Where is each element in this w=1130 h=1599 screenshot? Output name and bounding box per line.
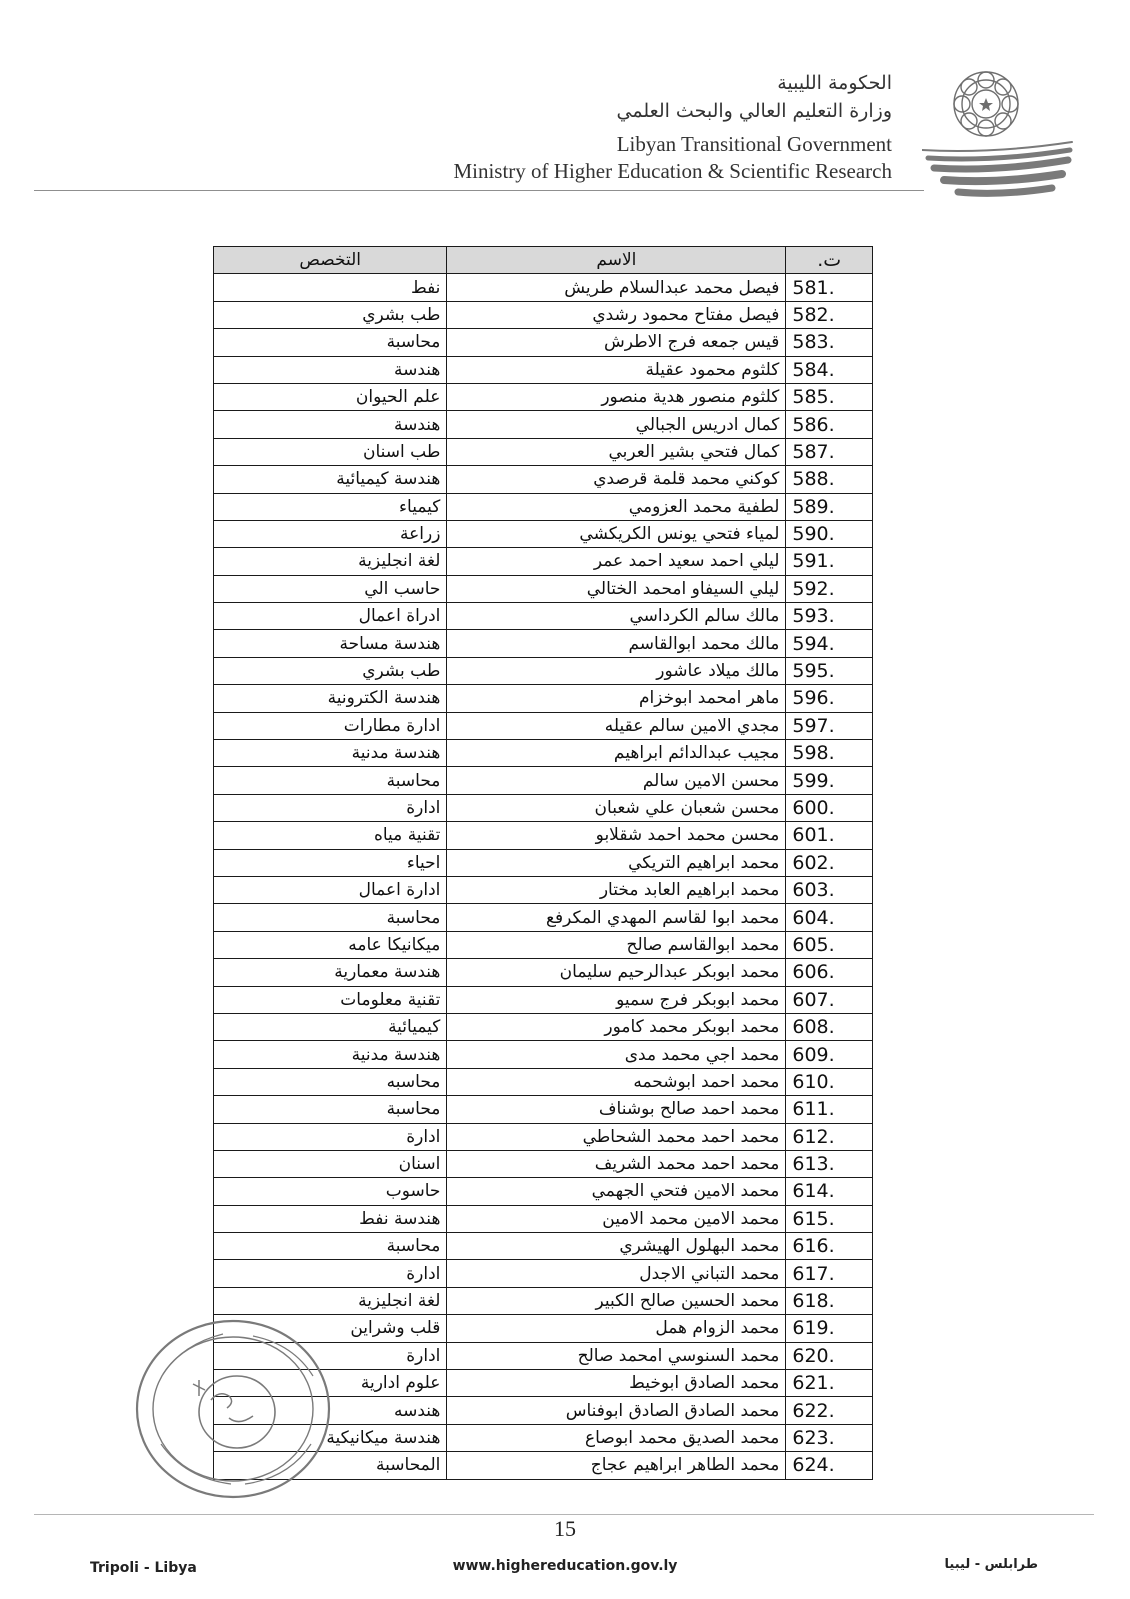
row-name: محمد ابوبكر عبدالرحيم سليمان [447,959,786,986]
row-number: 608. [786,1013,873,1040]
row-specialty: محاسبه [214,1068,447,1095]
row-number: 610. [786,1068,873,1095]
table-row [214,274,873,301]
row-name: ماهر امحمد ابوخزام [447,685,786,712]
row-name: محمد ابراهيم العابد مختار [447,876,786,903]
row-specialty: طب بشري [214,657,447,684]
row-name: كلثوم محمود عقيلة [447,356,786,383]
row-number: 588. [786,466,873,493]
row-number: 581. [786,274,873,301]
row-number: 621. [786,1370,873,1397]
table-row [214,1041,873,1068]
row-specialty: احياء [214,849,447,876]
row-specialty: ادراة اعمال [214,603,447,630]
arabic-government-name: الحكومة الليبية [777,72,892,94]
row-number: 594. [786,630,873,657]
row-specialty: ادارة [214,794,447,821]
row-number: 589. [786,493,873,520]
row-number: 602. [786,849,873,876]
table-row [214,493,873,520]
row-name: محمد ابوالقاسم صالح [447,931,786,958]
row-specialty: هندسه [214,1397,447,1424]
row-number: 593. [786,603,873,630]
table-row [214,959,873,986]
table-row [214,466,873,493]
table-row [214,1233,873,1260]
row-name: محمد الطاهر ابراهيم عجاج [447,1452,786,1479]
row-number: 591. [786,548,873,575]
row-number: 600. [786,794,873,821]
row-number: 607. [786,986,873,1013]
table-row [214,931,873,958]
footer-website: www.highereducation.gov.ly [452,1558,678,1574]
table-row [214,767,873,794]
column-header-name: الاسم [447,247,786,274]
row-specialty: ادارة اعمال [214,876,447,903]
row-specialty: محاسبة [214,329,447,356]
table-row [214,712,873,739]
row-number: 587. [786,438,873,465]
row-specialty: هندسة معمارية [214,959,447,986]
row-name: محسن محمد احمد شقلابو [447,822,786,849]
row-number: 616. [786,1233,873,1260]
table-row [214,1205,873,1232]
letterhead [372,70,892,184]
row-specialty: تقنية معلومات [214,986,447,1013]
row-specialty: نفط [214,274,447,301]
table-row [214,1178,873,1205]
row-specialty: هندسة مدنية [214,1041,447,1068]
table-row [214,740,873,767]
row-specialty: ادارة [214,1123,447,1150]
table-row [214,794,873,821]
row-specialty: زراعة [214,520,447,547]
table-header-row [214,247,873,274]
english-government-name: Libyan Transitional Government [616,132,892,156]
table-row [214,904,873,931]
row-specialty: علم الحيوان [214,383,447,410]
row-name: محمد ابوبكر فرج سميو [447,986,786,1013]
row-specialty: تقنية مياه [214,822,447,849]
row-specialty: المحاسبة [214,1452,447,1479]
row-specialty: ميكانيكا عامه [214,931,447,958]
row-name: محمد السنوسي امحمد صالح [447,1342,786,1369]
row-number: 598. [786,740,873,767]
row-specialty: هندسة مساحة [214,630,447,657]
row-name: كمال ادريس الجبالي [447,411,786,438]
row-name: محسن شعبان علي شعبان [447,794,786,821]
row-number: 595. [786,657,873,684]
table-row [214,575,873,602]
row-name: محمد البهلول الهيشري [447,1233,786,1260]
official-stamp [133,1314,338,1504]
row-number: 609. [786,1041,873,1068]
row-name: ليلي السيفاو امحمد الختالي [447,575,786,602]
row-number: 617. [786,1260,873,1287]
row-number: 612. [786,1123,873,1150]
footer-city-arabic: طرابلس - ليبيا [944,1557,1038,1572]
row-name: محمد احمد محمد الشحاطي [447,1123,786,1150]
row-number: 604. [786,904,873,931]
row-number: 596. [786,685,873,712]
row-name: مالك ميلاد عاشور [447,657,786,684]
row-name: ليلي احمد سعيد احمد عمر [447,548,786,575]
row-number: 597. [786,712,873,739]
arabic-ministry-name: وزارة التعليم العالي والبحث العلمي [616,100,892,122]
table-row [214,657,873,684]
row-specialty: هندسة [214,356,447,383]
table-row [214,383,873,410]
row-number: 624. [786,1452,873,1479]
row-name: محمد الصادق الصادق ابوفناس [447,1397,786,1424]
row-name: محمد احمد ابوشحمه [447,1068,786,1095]
row-number: 601. [786,822,873,849]
row-name: محمد التباني الاجدل [447,1260,786,1287]
table-row [214,685,873,712]
row-name: محمد الصادق ابوخيط [447,1370,786,1397]
row-number: 620. [786,1342,873,1369]
row-number: 599. [786,767,873,794]
table-row [214,630,873,657]
row-specialty: هندسة مدنية [214,740,447,767]
row-name: محمد الحسين صالح الكبير [447,1287,786,1314]
row-name: كوكني محمد قلمة قرصدي [447,466,786,493]
table-row [214,603,873,630]
row-name: محمد الامين محمد الامين [447,1205,786,1232]
row-specialty: طب اسنان [214,438,447,465]
row-number: 606. [786,959,873,986]
row-number: 613. [786,1150,873,1177]
row-number: 611. [786,1096,873,1123]
table-row [214,411,873,438]
row-name: مالك سالم الكرداسي [447,603,786,630]
row-name: محمد ابوبكر محمد كامور [447,1013,786,1040]
row-specialty: هندسة الكترونية [214,685,447,712]
ministry-emblem-icon [922,62,1090,212]
column-header-number: ت. [786,247,873,274]
row-specialty: حاسب الي [214,575,447,602]
row-specialty: طب بشري [214,301,447,328]
row-specialty: ادارة [214,1260,447,1287]
table-row [214,822,873,849]
row-specialty: اسنان [214,1150,447,1177]
table-row [214,1260,873,1287]
row-specialty: حاسوب [214,1178,447,1205]
row-number: 622. [786,1397,873,1424]
row-name: محمد الزوام همل [447,1315,786,1342]
row-specialty: محاسبة [214,904,447,931]
row-number: 592. [786,575,873,602]
row-name: كمال فتحي بشير العربي [447,438,786,465]
row-specialty: لغة انجليزية [214,1287,447,1314]
table-row [214,438,873,465]
row-number: 615. [786,1205,873,1232]
row-number: 590. [786,520,873,547]
table-row [214,1123,873,1150]
row-name: كلثوم منصور هدية منصور [447,383,786,410]
row-number: 619. [786,1315,873,1342]
row-name: محمد اجي محمد مدى [447,1041,786,1068]
footer-divider [34,1514,1094,1515]
table-row [214,301,873,328]
table-row [214,1068,873,1095]
row-specialty: علوم ادارية [214,1370,447,1397]
row-specialty: كيميائية [214,1013,447,1040]
row-specialty: قلب وشراين [214,1315,447,1342]
row-specialty: لغة انجليزية [214,548,447,575]
table-row [214,1150,873,1177]
table-body [214,274,873,1479]
table-row [214,876,873,903]
row-specialty: ادارة مطارات [214,712,447,739]
table-row [214,986,873,1013]
row-specialty: هندسة [214,411,447,438]
row-name: محمد احمد محمد الشريف [447,1150,786,1177]
row-name: محمد ابوا لقاسم المهدي المكرفع [447,904,786,931]
row-number: 586. [786,411,873,438]
table-row [214,1287,873,1314]
row-number: 618. [786,1287,873,1314]
row-name: محمد الصديق محمد ابوصاع [447,1424,786,1451]
table-row [214,329,873,356]
row-number: 583. [786,329,873,356]
row-name: فيصل مفتاح محمود رشدي [447,301,786,328]
row-number: 585. [786,383,873,410]
row-name: مالك محمد ابوالقاسم [447,630,786,657]
row-number: 584. [786,356,873,383]
page-number: 15 [554,1516,576,1541]
row-name: محمد احمد صالح بوشناف [447,1096,786,1123]
row-name: مجيب عبدالدائم ابراهيم [447,740,786,767]
table-row [214,849,873,876]
row-specialty: محاسبة [214,767,447,794]
row-name: لطفية محمد العزومي [447,493,786,520]
row-name: محمد ابراهيم التريكي [447,849,786,876]
footer-city-english: Tripoli - Libya [90,1560,197,1576]
table-row [214,356,873,383]
column-header-specialty: التخصص [214,247,447,274]
row-number: 605. [786,931,873,958]
row-name: محسن الامين سالم [447,767,786,794]
row-specialty: هندسة كيميائية [214,466,447,493]
row-name: لمياء فتحي يونس الكريكشي [447,520,786,547]
row-specialty: محاسبة [214,1096,447,1123]
row-name: محمد الامين فتحي الجهمي [447,1178,786,1205]
table-row [214,548,873,575]
row-name: فيصل محمد عبدالسلام طريش [447,274,786,301]
row-specialty: هندسة نفط [214,1205,447,1232]
header-divider [34,190,924,191]
row-number: 582. [786,301,873,328]
row-name: مجدي الامين سالم عقيله [447,712,786,739]
row-number: 623. [786,1424,873,1451]
row-name: قيس جمعه فرج الاطرش [447,329,786,356]
row-number: 614. [786,1178,873,1205]
english-ministry-name: Ministry of Higher Education & Scientific Research [453,159,892,183]
row-specialty: محاسبة [214,1233,447,1260]
table-row [214,520,873,547]
row-specialty: ادارة [214,1342,447,1369]
row-specialty: كيمياء [214,493,447,520]
roster-table [213,246,873,1480]
table-row [214,1096,873,1123]
row-specialty: هندسة ميكانيكية [214,1424,447,1451]
table-row [214,1013,873,1040]
row-number: 603. [786,876,873,903]
